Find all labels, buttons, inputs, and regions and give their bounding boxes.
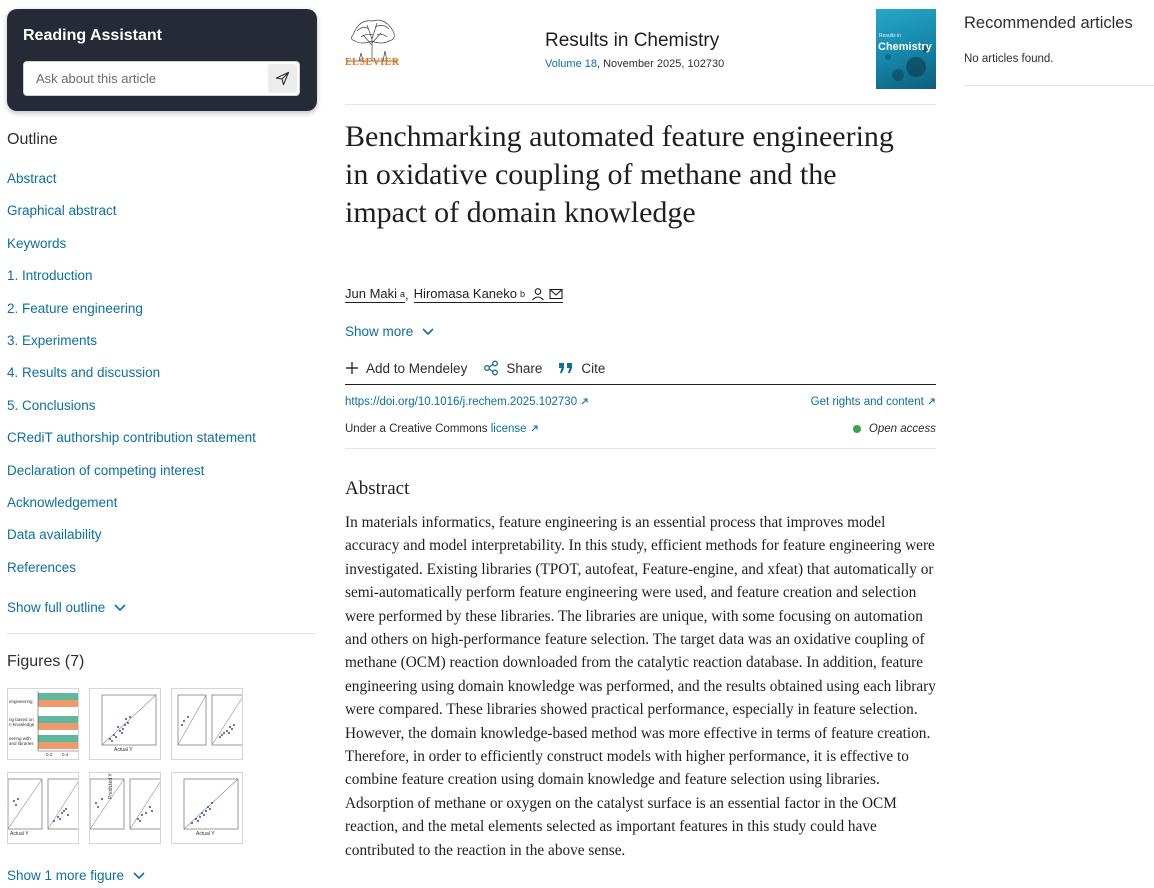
figure-thumbnail-4[interactable] <box>7 772 79 844</box>
external-link-icon <box>530 424 539 433</box>
author-separator: , <box>405 287 409 302</box>
reading-assistant-input-box[interactable] <box>23 61 300 96</box>
author-list <box>345 286 563 303</box>
header-divider <box>345 104 936 105</box>
abstract-heading: Abstract <box>345 478 410 499</box>
outline-item-feature-engineering[interactable]: 2. Feature engineering <box>7 300 143 316</box>
left-sidebar <box>0 0 325 888</box>
mendeley-label: Add to Mendeley <box>366 360 468 376</box>
figure-thumbnail-1[interactable] <box>7 688 79 760</box>
license-prefix: Under a Creative Commons <box>345 423 491 435</box>
figure-thumbnails <box>7 688 243 844</box>
thumb-label: ng based on n knowledge <box>9 717 35 727</box>
thumb-axis-label: Actual Y <box>114 747 133 753</box>
author-name: Jun Maki <box>345 286 398 301</box>
get-rights-link[interactable] <box>811 396 936 408</box>
reading-assistant-panel <box>7 9 317 111</box>
outline-item-abstract[interactable]: Abstract <box>7 171 57 186</box>
abstract-text: In materials informatics, feature engineering is an essential process that improves model accuracy and model interpretability. In this study, efficient methods for feature engineering were investigated. Existing libraries (TPOT, autofeat, Feature-engine, and xfeat) that automatically or semi-automatically perform feature engineering were used, and feature creation and selection were performed by these libraries. The libraries are unique, with some focusing on automation and others on high-performance feature selection. The target data was an oxidative coupling of methane (OCM) reaction downloaded from the catalytic reaction database. In addition, feature engineering using domain knowledge was performed, and the results obtained using each library were compared. These libraries showed practical performance, especially in feature selection. However, the domain knowledge-based method was more effective in terms of feature creation. Therefore, in order to efficiently construct models with higher performance, it is effective to combine feature creation using domain knowledge and feature selection using libraries. Adsorption of methane or oxygen on the catalyst surface is an essential factor in the OCM reaction, and the metal elements selected as important features in this study could have contributed to the reaction in the above sense. <box>345 514 936 859</box>
author-affiliation: a <box>400 288 406 299</box>
doi-link[interactable] <box>345 396 589 408</box>
sidebar-divider <box>7 633 317 634</box>
thumb-ylabel: Predicted Y <box>108 773 114 799</box>
outline-item-experiments[interactable]: 3. Experiments <box>7 332 98 348</box>
external-link-icon <box>927 397 936 406</box>
journal-cover-image[interactable] <box>876 9 936 89</box>
cover-title: Chemistry <box>878 41 932 53</box>
figure-thumbnail-5[interactable] <box>89 772 161 844</box>
open-access-label: Open access <box>868 423 936 435</box>
license-line <box>345 423 539 435</box>
outline-item-results[interactable]: 4. Results and discussion <box>7 365 161 381</box>
cite-label: Cite <box>581 360 606 376</box>
show-more-figures-link[interactable] <box>7 868 146 883</box>
outline-item-graphical-abstract[interactable]: Graphical abstract <box>7 203 117 219</box>
thumb-label: eering with and libraries <box>9 736 34 746</box>
reading-assistant-input[interactable] <box>36 62 266 95</box>
journal-title[interactable]: Results in Chemistry <box>545 30 720 51</box>
share-icon <box>483 360 499 376</box>
chevron-down-icon <box>132 871 146 881</box>
recommended-heading: Recommended articles <box>964 14 1133 32</box>
outline-item-references[interactable]: References <box>7 559 77 575</box>
chevron-down-icon <box>113 603 127 613</box>
cite-button[interactable] <box>558 361 605 376</box>
volume-details: , November 2025, 102730 <box>596 58 725 70</box>
send-button[interactable] <box>268 64 297 93</box>
author-name: Hiromasa Kaneko <box>413 286 517 301</box>
cover-kicker: Results in <box>879 33 901 39</box>
outline-item-competing-interest[interactable]: Declaration of competing interest <box>7 462 205 478</box>
license-link[interactable]: license <box>490 423 527 435</box>
thumb-axis-label: Actual Y <box>10 831 29 837</box>
outline-item-credit[interactable]: CRediT authorship contribution statement <box>7 430 256 446</box>
author-affiliation: b <box>520 288 526 299</box>
thumb-tick: 0.4 <box>62 752 69 757</box>
figure-thumbnail-6[interactable] <box>171 772 243 844</box>
publisher-name: ELSEVIER <box>345 57 400 68</box>
figure-thumbnail-3[interactable] <box>171 688 243 760</box>
outline-heading: Outline <box>7 131 58 148</box>
recommended-empty-message: No articles found. <box>964 53 1054 65</box>
recommended-divider <box>964 85 1154 86</box>
actions-divider <box>345 384 936 385</box>
thumb-tick: 0.2 <box>46 752 53 757</box>
show-full-outline-link[interactable] <box>7 600 127 615</box>
person-icon <box>531 287 545 301</box>
rights-text: Get rights and content <box>810 396 924 408</box>
show-more-figures-label: Show 1 more figure <box>7 868 125 883</box>
volume-link[interactable]: Volume 18 <box>545 58 597 70</box>
share-label: Share <box>506 360 543 376</box>
share-button[interactable] <box>483 360 542 376</box>
open-access-dot-icon <box>853 425 861 433</box>
volume-info <box>545 58 724 70</box>
scatter-plot-thumbnail-icon <box>172 689 243 760</box>
email-icon <box>549 288 563 300</box>
send-icon <box>275 71 290 86</box>
figure-thumbnail-2[interactable] <box>89 688 161 760</box>
outline-item-introduction[interactable]: 1. Introduction <box>7 268 93 284</box>
external-link-icon <box>580 397 589 406</box>
show-more-label: Show more <box>345 324 414 339</box>
outline-item-data-availability[interactable]: Data availability <box>7 527 102 543</box>
outline-item-keywords[interactable]: Keywords <box>7 235 67 251</box>
figures-heading: Figures (7) <box>7 653 85 670</box>
quote-icon <box>558 361 574 375</box>
add-to-mendeley-button[interactable] <box>345 361 467 376</box>
reading-assistant-title: Reading Assistant <box>23 27 162 44</box>
scatter-plot-thumbnail-icon <box>90 773 161 844</box>
outline-item-conclusions[interactable]: 5. Conclusions <box>7 397 96 413</box>
show-more-authors-link[interactable] <box>345 324 435 339</box>
author-link[interactable] <box>414 286 563 303</box>
author-link[interactable] <box>345 286 405 303</box>
thumb-label: engineering <box>9 699 33 704</box>
open-access-badge <box>853 423 936 435</box>
article-title: Benchmarking automated feature engineering in oxidative coupling of methane and the impact of domain knowledge <box>345 120 894 229</box>
show-full-outline-label: Show full outline <box>7 600 106 615</box>
doi-text: https://doi.org/10.1016/j.rechem.2025.102730 <box>345 396 578 408</box>
article-actions <box>345 360 621 376</box>
plus-icon <box>345 361 359 375</box>
meta-divider <box>345 448 936 449</box>
thumb-axis-label: Actual Y <box>196 831 215 837</box>
outline-list <box>7 171 256 592</box>
outline-item-acknowledgement[interactable]: Acknowledgement <box>7 494 118 510</box>
chevron-down-icon <box>421 327 435 337</box>
